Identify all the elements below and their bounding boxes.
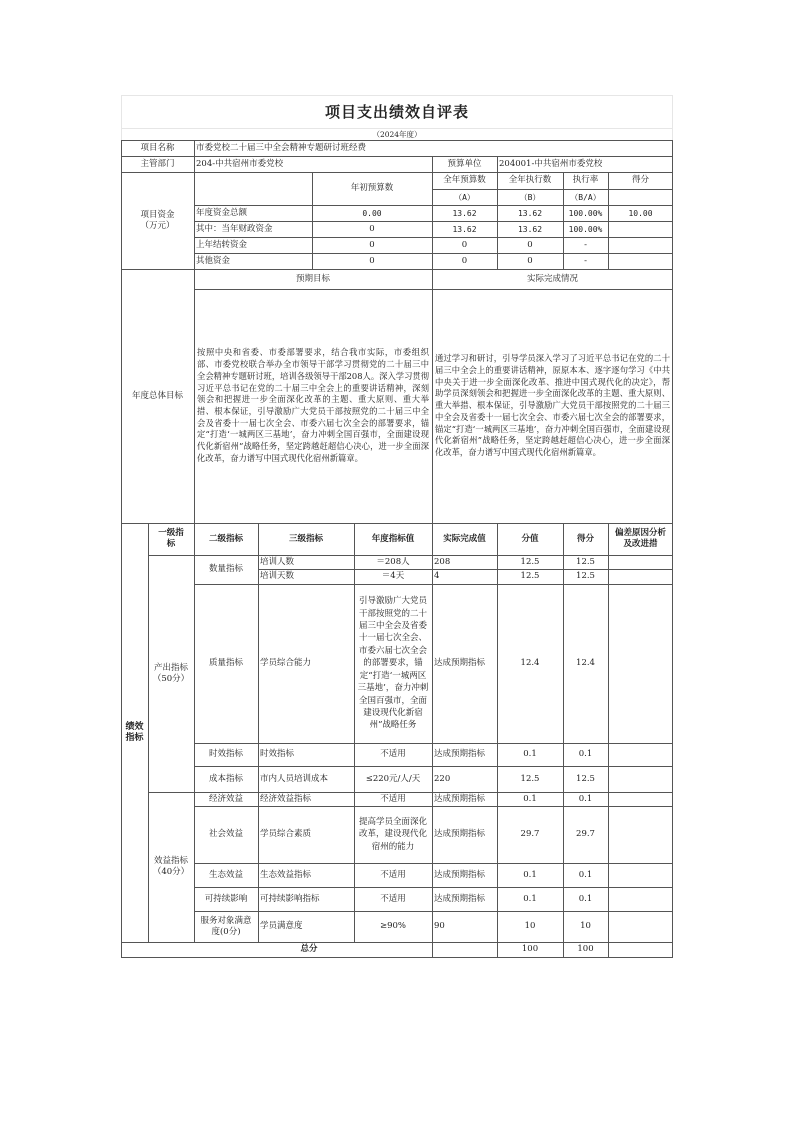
score-cell: 12.4: [576, 658, 595, 668]
actual-cell: 220: [434, 773, 451, 784]
score-cell: 0.1: [578, 869, 593, 880]
weight-cell: 0.1: [523, 893, 537, 904]
target-cell: 引导激励广大党员干部按照党的二十届三中全会及省委十一届七次全会、市委六届七次全会的部署要求，锚定“打造‘一城两区三基地’，奋力冲刺全国百强市，全面建设现代化新宿州”战略任务: [357, 596, 429, 731]
header-rate: 执行率: [572, 175, 599, 185]
header-score: 得分: [576, 533, 594, 544]
annual-goal-label: 年度总体目标: [131, 390, 183, 401]
level2-economic: 经济效益: [208, 793, 243, 804]
level2-cost: 成本指标: [208, 773, 243, 784]
level3-cell: 生态效益指标: [260, 869, 312, 880]
target-cell: ＝208人: [376, 556, 410, 567]
header-executed: 全年执行数: [508, 175, 552, 185]
fund-score: [608, 253, 673, 269]
score-cell: 29.7: [576, 829, 595, 839]
actual-cell: 达成预期指标: [434, 869, 486, 880]
level2-ecological: 生态效益: [208, 869, 243, 880]
score-cell: 12.5: [576, 773, 595, 784]
fund-row-label: 上年结转资金: [196, 239, 248, 250]
score-cell: 0.1: [578, 793, 593, 804]
actual-cell: 达成预期指标: [434, 658, 486, 668]
header-annual-budget: 全年预算数: [443, 175, 486, 185]
budget-unit-label: 预算单位: [447, 158, 482, 169]
weight-cell: 12.5: [520, 773, 540, 784]
fund-initial: 0.00: [362, 208, 382, 218]
output-indicators-label: 产出指标（50分）: [152, 662, 190, 684]
fund-rate: -: [584, 255, 587, 266]
fund-budget: 0: [461, 239, 468, 250]
actual-cell: 达成预期指标: [434, 893, 486, 904]
total-label: 总分: [300, 944, 318, 954]
target-cell: 不适用: [380, 749, 406, 759]
level2-quantity: 数量指标: [208, 564, 243, 574]
header-level3: 三级指标: [288, 533, 323, 544]
expected-goal-text: 按照中央和省委、市委部署要求，结合我市实际，市委组织部、市委党校联合举办全市领导干部学习贯彻党的二十届三中全会精神专题研讨班，培训各级领导干部208人。深入学习贯彻习近平总书记在党的二十届三中全会上的重要讲话精神，深刻领会和把握进一步全面深化改革的主题、重大原则、重大举措、根本保证，引导激励广大党员干部按照党的二十届三中全会及省委十一届七次全会、市委六届七次全会的部署要求，锚定“打造‘一城两区三基地’，奋力冲刺全国百强市，全面建设现代化新宿州”战略任务，坚定跨越赶超信心决心，进一步全面深化改革，奋力谱写中国式现代化宿州新篇章。: [197, 347, 429, 463]
weight-cell: 0.1: [523, 869, 537, 880]
actual-result-header: 实际完成情况: [526, 273, 578, 284]
fund-executed: 13.62: [517, 224, 543, 234]
dept-label: 主管部门: [140, 158, 175, 169]
score-cell: 0.1: [578, 893, 593, 904]
fund-executed: 0: [527, 255, 533, 266]
target-cell: ＝4天: [381, 571, 405, 581]
page-title: 项目支出绩效自评表: [324, 102, 469, 121]
score-cell: 12.5: [576, 556, 595, 567]
level3-cell: 学员综合能力: [260, 658, 312, 668]
level2-satisfaction: 服务对象满意度(0分): [200, 915, 252, 937]
budget-unit-value: 204001-中共宿州市委党校: [499, 158, 603, 169]
fund-initial: 0: [369, 255, 375, 266]
performance-indicators-label: 绩效指标: [125, 721, 144, 743]
fund-rate: -: [584, 239, 587, 250]
actual-result-text: 通过学习和研讨，引导学员深入学习了习近平总书记在党的二十届三中全会上的重要讲话精神，原原本本、逐字逐句学习《中共中央关于进一步全面深化改革、推进中国式现代化的决定》，帮助学员深刻领会和把握进一步全面深化改革的主题、重大原则、重大举措、根本保证，引导激励广大党员干部按照党的二十届三中全会及省委十一届七次全会、市委六届七次全会的部署要求，锚定“打造‘一城两区三基地’，奋力冲刺全国百强市，全面建设现代化新宿州”战略任务，坚定跨越赶超信心决心，进一步全面深化改革，奋力谱写中国式现代化宿州新篇章。: [435, 353, 670, 457]
header-initial-budget: 年初预算数: [350, 183, 394, 193]
header-executed-sub: （B）: [519, 192, 541, 202]
fund-initial: 0: [369, 223, 375, 234]
level3-cell: 培训天数: [260, 571, 295, 581]
fund-score: [608, 237, 673, 253]
level3-cell: 可持续影响指标: [260, 893, 320, 904]
target-cell: ≥90%: [379, 921, 406, 931]
level3-cell: 培训人数: [260, 556, 295, 567]
level2-timeliness: 时效指标: [208, 749, 243, 759]
fund-executed: 13.62: [517, 208, 543, 218]
actual-cell: 4: [434, 571, 440, 581]
weight-cell: 0.1: [523, 749, 537, 759]
fund-row-label: 其中：当年财政资金: [196, 223, 273, 234]
dept-value: 204-中共宿州市委党校: [196, 158, 284, 169]
weight-cell: 12.5: [520, 571, 540, 581]
level3-cell: 学员满意度: [260, 921, 303, 931]
target-cell: 不适用: [380, 893, 406, 904]
actual-cell: 90: [434, 921, 445, 931]
weight-cell: 10: [524, 921, 536, 931]
header-annual-budget-sub: （A）: [454, 192, 475, 202]
fund-rate: 100.00%: [568, 224, 603, 234]
fiscal-year: （2024年度）: [372, 129, 422, 139]
header-target: 年度指标值: [371, 533, 415, 544]
total-score: 100: [577, 944, 594, 954]
target-cell: 不适用: [380, 793, 406, 804]
fund-rate: 100.00%: [568, 208, 603, 218]
actual-cell: 达成预期指标: [434, 793, 486, 804]
score-cell: 10: [580, 921, 591, 931]
weight-cell: 29.7: [520, 829, 540, 839]
header-weight: 分值: [521, 533, 539, 544]
funds-label: 项目资金（万元）: [140, 209, 175, 231]
header-level2: 二级指标: [208, 533, 243, 544]
level3-cell: 市内人员培训成本: [260, 773, 329, 784]
weight-cell: 0.1: [523, 793, 537, 804]
fund-budget: 13.62: [452, 208, 477, 218]
actual-cell: 208: [434, 556, 451, 567]
fund-initial: 0: [369, 239, 375, 250]
fund-budget: 0: [461, 255, 468, 266]
actual-cell: 达成预期指标: [434, 749, 486, 759]
level3-cell: 经济效益指标: [260, 793, 312, 804]
weight-cell: 12.4: [520, 658, 540, 668]
header-rate-sub: （B/A）: [570, 192, 601, 202]
fund-score: 10.00: [628, 208, 653, 218]
fund-budget: 13.62: [452, 224, 477, 234]
fund-row-label: 其他资金: [196, 255, 231, 266]
header-score: 得分: [631, 175, 649, 185]
score-cell: 12.5: [576, 571, 595, 581]
header-level1: 一级指标: [158, 528, 184, 549]
benefit-indicators-label: 效益指标（40分）: [152, 856, 190, 877]
level2-quality: 质量指标: [208, 658, 243, 668]
level3-cell: 时效指标: [260, 749, 295, 759]
expected-goal-header: 预期目标: [295, 273, 330, 284]
target-cell: 不适用: [380, 869, 406, 880]
project-name-label: 项目名称: [140, 142, 175, 153]
level2-social: 社会效益: [208, 829, 243, 839]
fund-score: [608, 221, 673, 237]
level3-cell: 学员综合素质: [260, 829, 312, 839]
header-deviation: 偏差原因分析及改进措: [614, 528, 666, 549]
actual-cell: 达成预期指标: [434, 829, 486, 839]
fund-executed: 0: [527, 239, 533, 250]
score-cell: 0.1: [578, 749, 593, 759]
target-cell: 提高学员全面深化改革，建设现代化宿州的能力: [358, 816, 427, 852]
weight-cell: 12.5: [520, 556, 540, 567]
project-name-value: 市委党校二十届三中全会精神专题研讨班经费: [196, 142, 367, 153]
target-cell: ≤220元/人/天: [365, 773, 421, 784]
header-actual: 实际完成值: [443, 533, 486, 544]
fund-row-label: 年度资金总额: [196, 207, 248, 218]
level2-sustainability: 可持续影响: [204, 893, 248, 904]
total-weight: 100: [521, 944, 539, 954]
